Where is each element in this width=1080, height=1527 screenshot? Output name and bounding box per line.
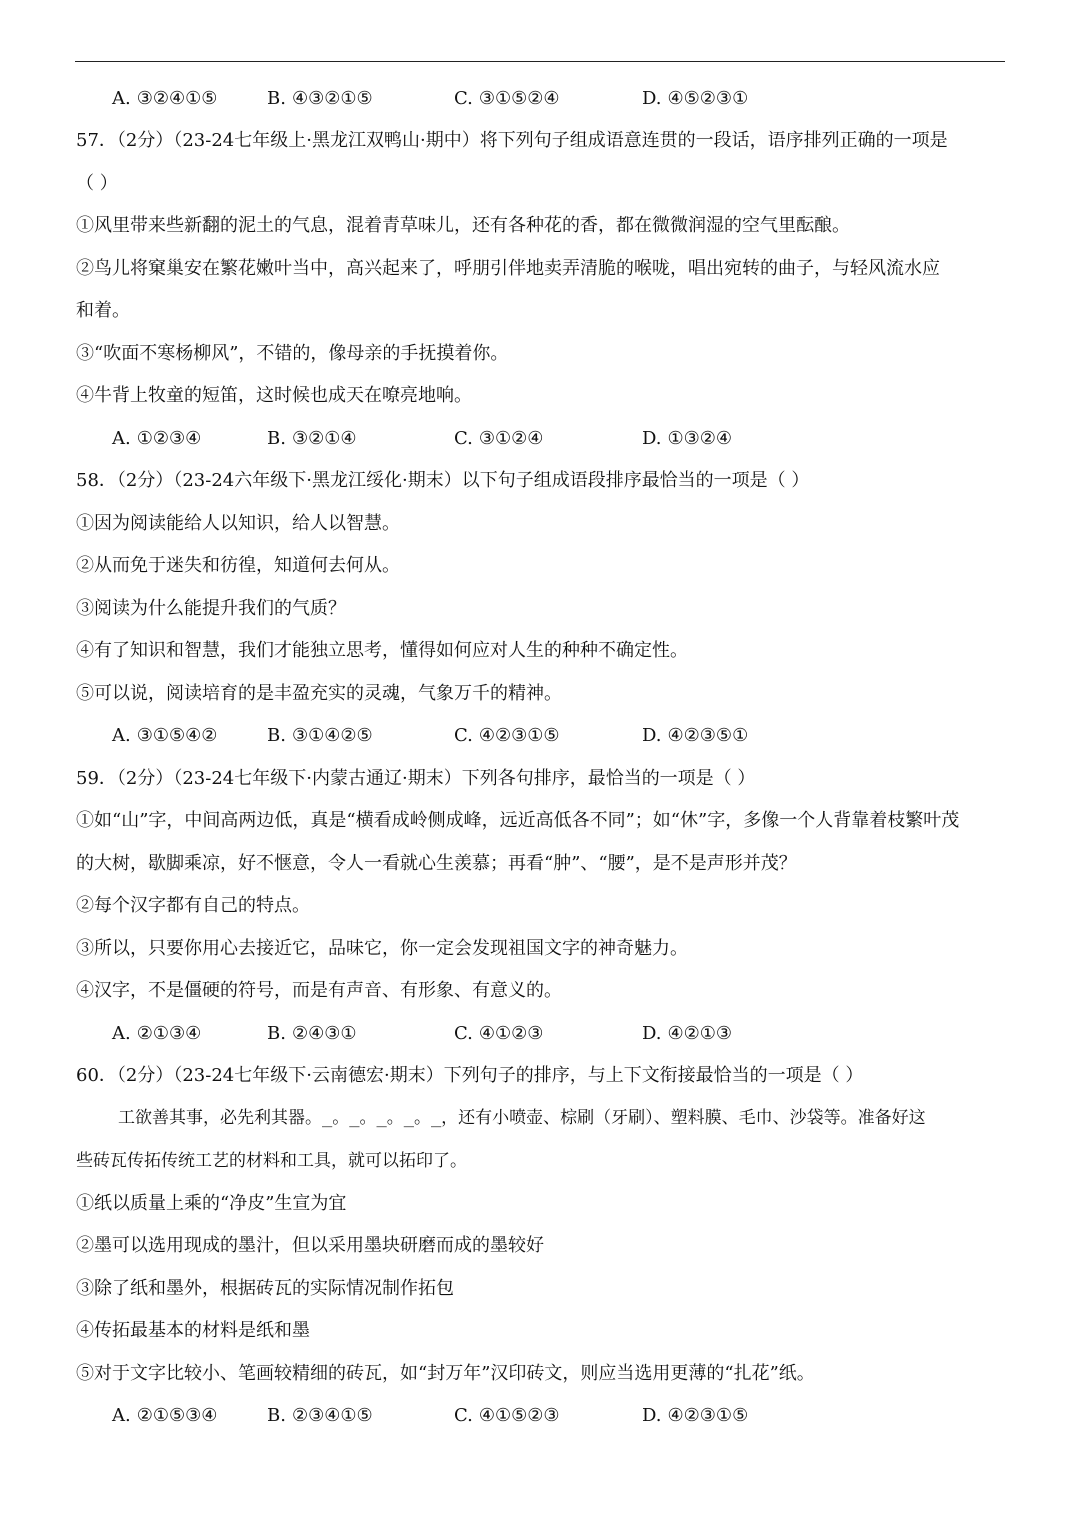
q60-sentence-2: ②墨可以选用现成的墨汁，但以采用墨块研磨而成的墨较好 bbox=[76, 1235, 544, 1256]
q60-option-b[interactable]: B. ②③④①⑤ bbox=[267, 1405, 373, 1426]
q59-option-b[interactable]: B. ②④③① bbox=[267, 1023, 357, 1044]
q58-sentence-2: ②从而免于迷失和彷徨，知道何去何从。 bbox=[76, 555, 400, 576]
q59-sentence-4: ④汉字，不是僵硬的符号，而是有声音、有形象、有意义的。 bbox=[76, 980, 562, 1001]
q60-option-d[interactable]: D. ④②③①⑤ bbox=[642, 1405, 749, 1426]
q58-stem: 58．（2分）（23-24六年级下·黑龙江绥化·期末）以下句子组成语段排序最恰当的一项是（ ） bbox=[76, 470, 810, 491]
q57-answer-blank: （ ） bbox=[76, 173, 118, 194]
q58-sentence-3: ③阅读为什么能提升我们的气质？ bbox=[76, 598, 346, 619]
q59-sentence-1: ①如“山”字，中间高两边低，真是“横看成岭侧成峰，远近高低各不同”；如“休”字，多像一个人背靠着枝繁叶茂 bbox=[76, 810, 960, 831]
q58-sentence-5: ⑤可以说，阅读培育的是丰盈充实的灵魂，气象万千的精神。 bbox=[76, 683, 562, 704]
q56-option-b[interactable]: B. ④③②①⑤ bbox=[267, 88, 373, 109]
q60-sentence-4: ④传拓最基本的材料是纸和墨 bbox=[76, 1320, 310, 1341]
q57-option-c[interactable]: C. ③①②④ bbox=[454, 428, 544, 449]
q59-sentence-2: ②每个汉字都有自己的特点。 bbox=[76, 895, 310, 916]
q60-sentence-3: ③除了纸和墨外，根据砖瓦的实际情况制作拓包 bbox=[76, 1278, 454, 1299]
q59-options bbox=[112, 1021, 1012, 1047]
q57-option-d[interactable]: D. ①③②④ bbox=[642, 428, 733, 449]
q58-sentence-1: ①因为阅读能给人以知识，给人以智慧。 bbox=[76, 513, 400, 534]
q60-options bbox=[112, 1403, 1012, 1429]
q59-sentence-3: ③所以，只要你用心去接近它，品味它，你一定会发现祖国文字的神奇魅力。 bbox=[76, 938, 688, 959]
q57-option-b[interactable]: B. ③②①④ bbox=[267, 428, 357, 449]
q56-option-d[interactable]: D. ④⑤②③① bbox=[642, 88, 749, 109]
q57-sentence-3: ③“吹面不寒杨柳风”，不错的，像母亲的手抚摸着你。 bbox=[76, 343, 509, 364]
q60-stem: 60．（2分）（23-24七年级下·云南德宏·期末）下列句子的排序，与上下文衔接最恰当的一项是（ ） bbox=[76, 1065, 864, 1086]
q60-sentence-1: ①纸以质量上乘的“净皮”生宣为宜 bbox=[76, 1193, 347, 1214]
q56-option-a[interactable]: A. ③②④①⑤ bbox=[112, 88, 218, 109]
q57-sentence-1: ①风里带来些新翻的泥土的气息，混着青草味儿，还有各种花的香，都在微微润湿的空气里酝酿。 bbox=[76, 215, 850, 236]
q58-option-b[interactable]: B. ③①④②⑤ bbox=[267, 725, 373, 746]
q57-sentence-2-cont: 和着。 bbox=[76, 300, 130, 321]
q56-options bbox=[112, 86, 1012, 112]
q57-option-a[interactable]: A. ①②③④ bbox=[112, 428, 202, 449]
q60-option-c[interactable]: C. ④①⑤②③ bbox=[454, 1405, 560, 1426]
q59-option-d[interactable]: D. ④②①③ bbox=[642, 1023, 733, 1044]
q60-passage-line-2: 些砖瓦传拓传统工艺的材料和工具，就可以拓印了。 bbox=[76, 1151, 467, 1171]
q58-option-d[interactable]: D. ④②③⑤① bbox=[642, 725, 749, 746]
q60-passage-line-1: 工欲善其事，必先利其器。_。_。_。_。_，还有小喷壶、棕刷（牙刷）、塑料膜、毛巾、沙袋等。准备好这 bbox=[118, 1108, 926, 1128]
q57-sentence-4: ④牛背上牧童的短笛，这时候也成天在嘹亮地响。 bbox=[76, 385, 472, 406]
q57-sentence-2: ②鸟儿将窠巢安在繁花嫩叶当中，高兴起来了，呼朋引伴地卖弄清脆的喉咙，唱出宛转的曲子，与轻风流水应 bbox=[76, 258, 940, 279]
q56-option-c[interactable]: C. ③①⑤②④ bbox=[454, 88, 560, 109]
q59-stem: 59．（2分）（23-24七年级下·内蒙古通辽·期末）下列各句排序，最恰当的一项是（ ） bbox=[76, 768, 756, 789]
q58-options bbox=[112, 723, 1012, 749]
q60-sentence-5: ⑤对于文字比较小、笔画较精细的砖瓦，如“封万年”汉印砖文，则应当选用更薄的“扎花”纸。 bbox=[76, 1363, 815, 1384]
q57-stem: 57．（2分）（23-24七年级上·黑龙江双鸭山·期中）将下列句子组成语意连贯的一段话，语序排列正确的一项是 bbox=[76, 130, 948, 151]
q60-option-a[interactable]: A. ②①⑤③④ bbox=[112, 1405, 218, 1426]
q59-option-c[interactable]: C. ④①②③ bbox=[454, 1023, 544, 1044]
q57-options bbox=[112, 426, 1012, 452]
q58-option-c[interactable]: C. ④②③①⑤ bbox=[454, 725, 560, 746]
q58-option-a[interactable]: A. ③①⑤④② bbox=[112, 725, 218, 746]
header-rule bbox=[75, 61, 1005, 62]
q58-sentence-4: ④有了知识和智慧，我们才能独立思考，懂得如何应对人生的种种不确定性。 bbox=[76, 640, 688, 661]
q59-sentence-1-cont: 的大树，歇脚乘凉，好不惬意，令人一看就心生羡慕；再看“肿”、“腰”，是不是声形并茂？ bbox=[76, 853, 797, 874]
q59-option-a[interactable]: A. ②①③④ bbox=[112, 1023, 202, 1044]
